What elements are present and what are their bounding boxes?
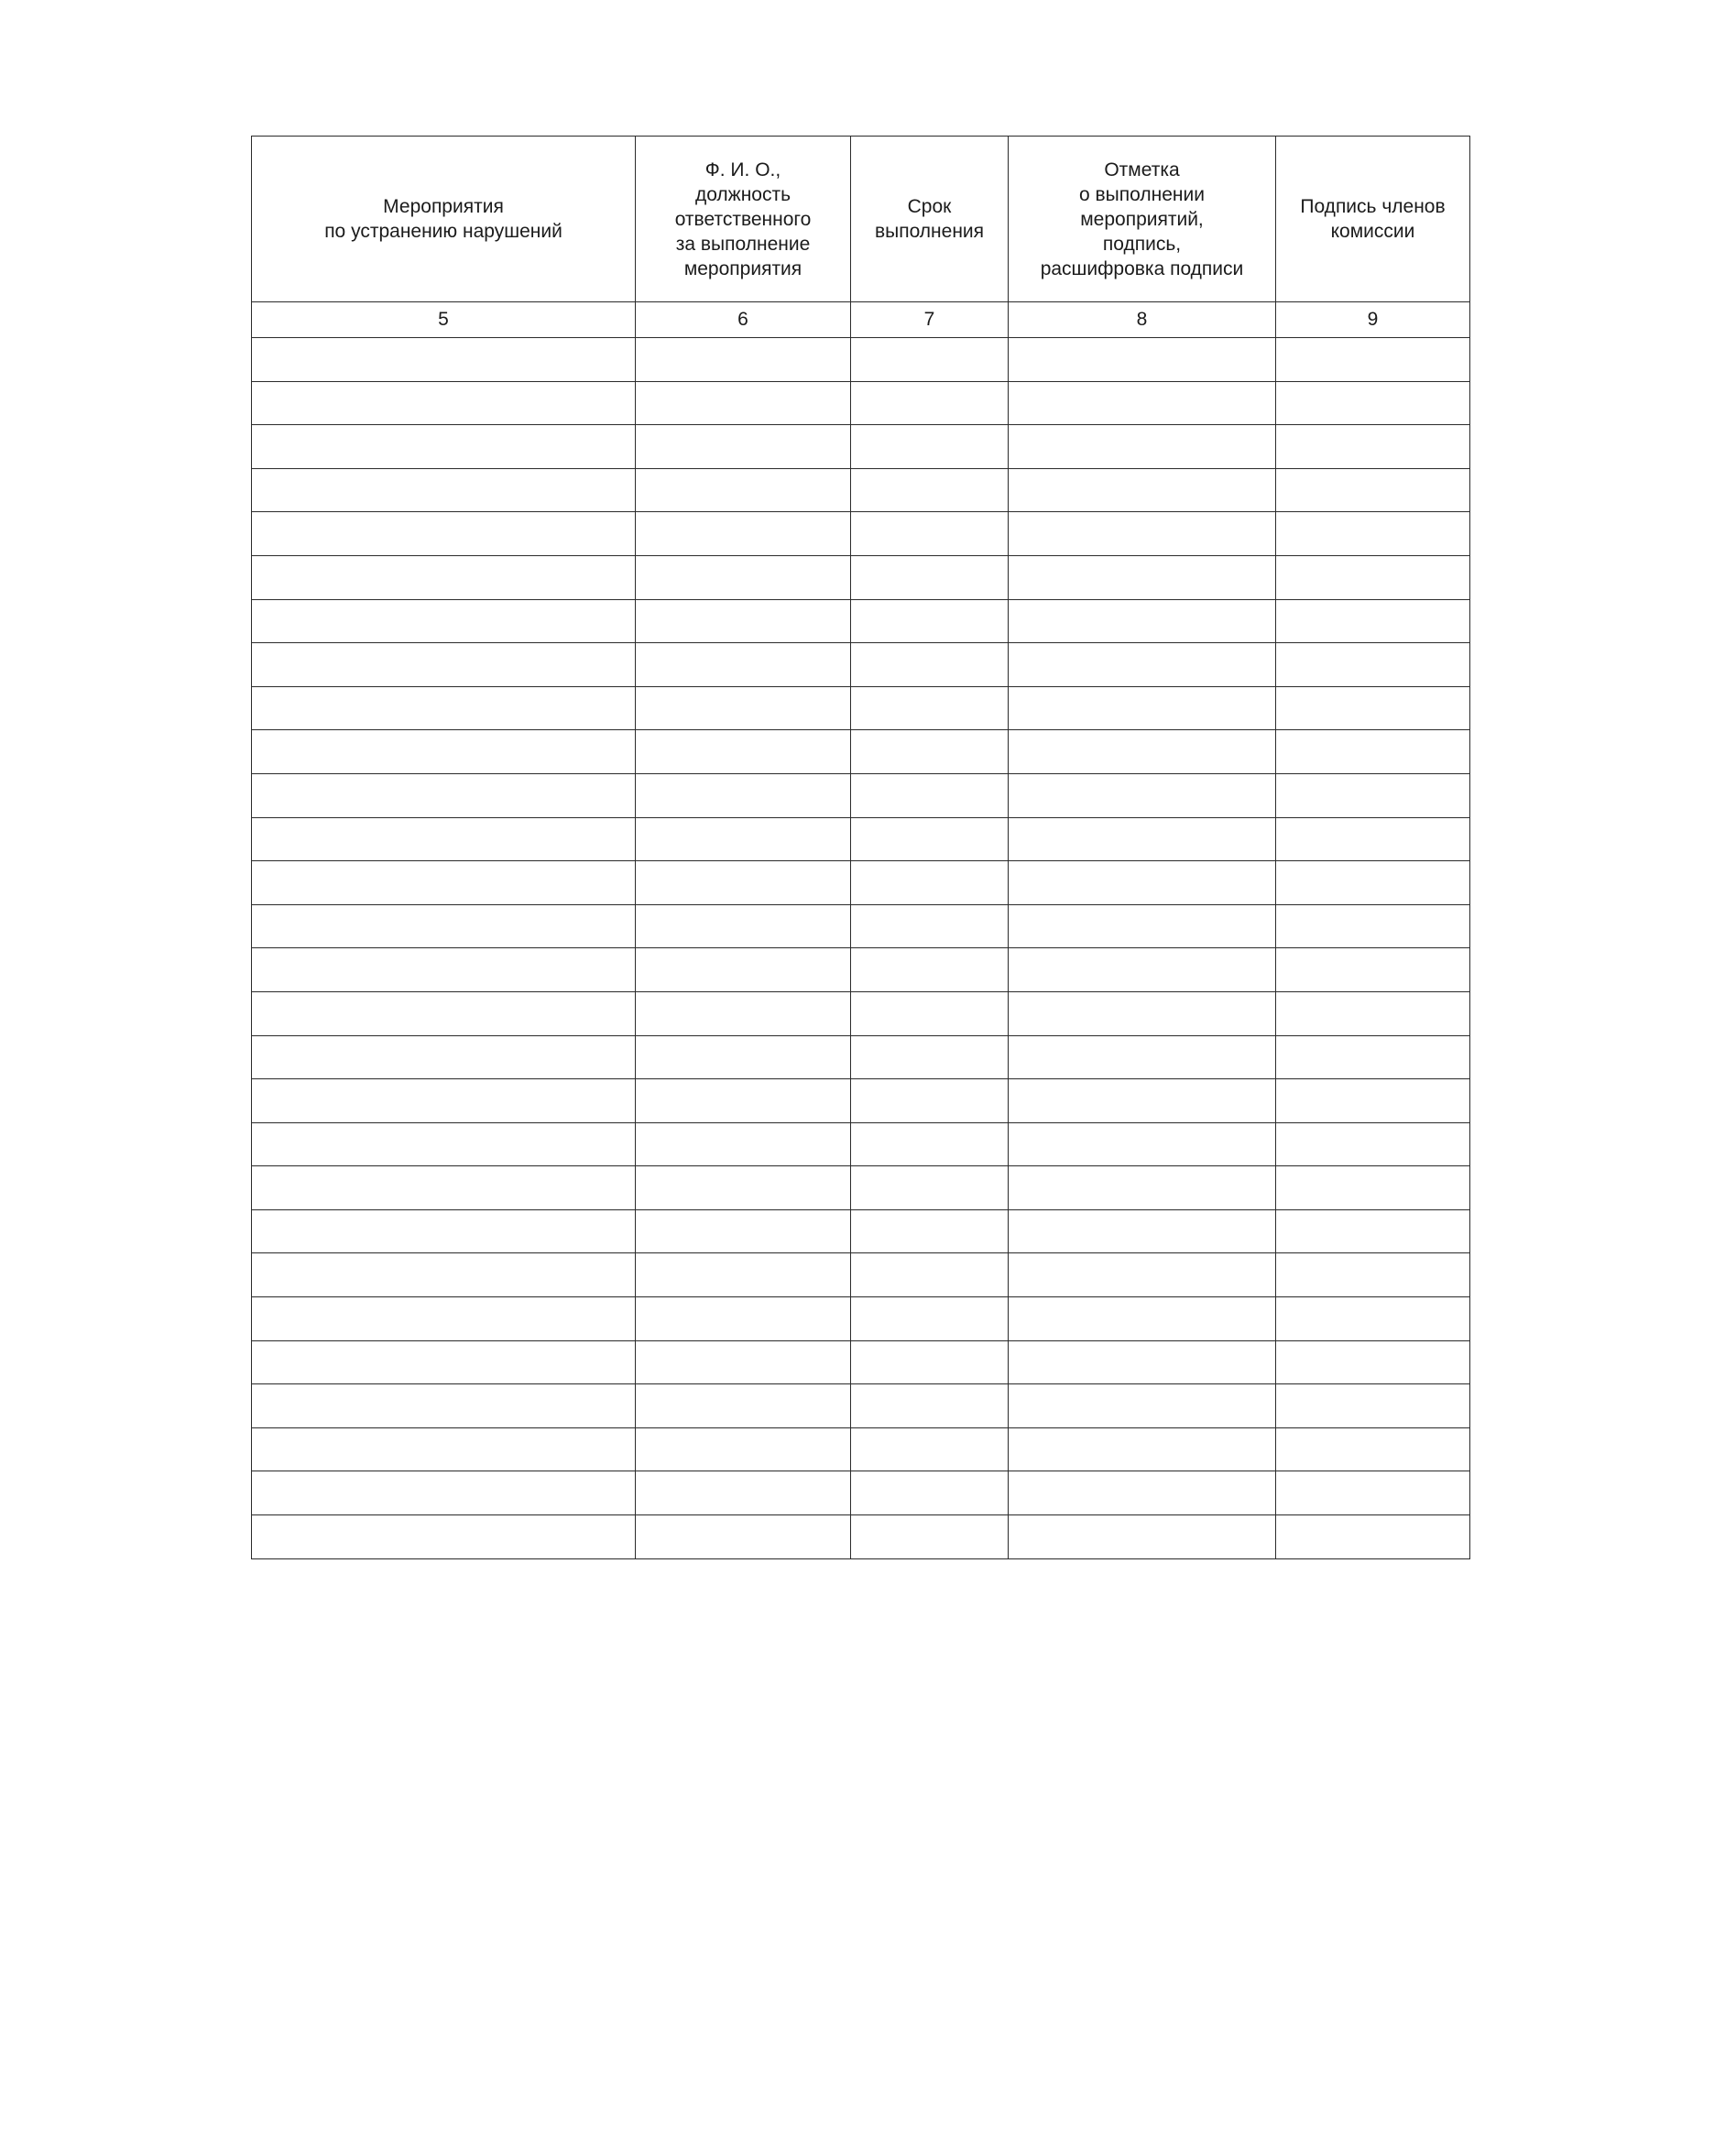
- table-row[interactable]: [252, 512, 1470, 556]
- table-row[interactable]: [252, 1471, 1470, 1515]
- table-cell[interactable]: [1276, 1035, 1470, 1079]
- column-header-responsible-line-2: должность: [694, 183, 792, 205]
- column-header-measures: [252, 137, 636, 302]
- column-header-responsible: [636, 137, 851, 302]
- table-cell[interactable]: [1276, 643, 1470, 687]
- table-row[interactable]: [252, 686, 1470, 730]
- table-cell[interactable]: [1009, 1166, 1276, 1210]
- table-header: [252, 137, 1470, 338]
- column-number-7: 7: [851, 302, 1009, 338]
- table-cell[interactable]: [636, 1340, 851, 1384]
- table-cell[interactable]: [851, 730, 1009, 774]
- table-cell[interactable]: [1276, 468, 1470, 512]
- table-cell[interactable]: [636, 468, 851, 512]
- table-cell[interactable]: [851, 991, 1009, 1035]
- table-cell[interactable]: [1009, 1253, 1276, 1297]
- table-cell[interactable]: [851, 1340, 1009, 1384]
- table-cell[interactable]: [252, 1384, 636, 1428]
- table-cell[interactable]: [252, 861, 636, 905]
- column-header-deadline-line-1: Срок: [907, 196, 952, 217]
- table-row[interactable]: [252, 555, 1470, 599]
- table-cell[interactable]: [252, 555, 636, 599]
- table-cell[interactable]: [1276, 555, 1470, 599]
- table-cell[interactable]: [1009, 555, 1276, 599]
- table-cell[interactable]: [252, 1253, 636, 1297]
- column-header-completion-mark-line-3: мероприятий,: [1080, 208, 1204, 230]
- table-cell[interactable]: [636, 861, 851, 905]
- table-cell[interactable]: [252, 425, 636, 469]
- column-header-deadline: [851, 137, 1009, 302]
- table-row[interactable]: [252, 1122, 1470, 1166]
- table-cell[interactable]: [252, 817, 636, 861]
- table-cell[interactable]: [636, 1209, 851, 1253]
- table-cell[interactable]: [1009, 991, 1276, 1035]
- table-cell[interactable]: [252, 991, 636, 1035]
- table-cell[interactable]: [851, 1471, 1009, 1515]
- table-cell[interactable]: [636, 381, 851, 425]
- table-row[interactable]: [252, 1515, 1470, 1559]
- table-cell[interactable]: [1276, 338, 1470, 382]
- table-cell[interactable]: [636, 1166, 851, 1210]
- table-cell[interactable]: [1276, 1384, 1470, 1428]
- table-row[interactable]: [252, 338, 1470, 382]
- column-header-commission-signature-line-2: комиссии: [1330, 221, 1415, 242]
- table-cell[interactable]: [1009, 643, 1276, 687]
- column-header-responsible-line-1: Ф. И. О.,: [704, 159, 781, 180]
- table-cell[interactable]: [252, 948, 636, 992]
- table-cell[interactable]: [636, 338, 851, 382]
- table-cell[interactable]: [636, 1384, 851, 1428]
- table-row[interactable]: [252, 773, 1470, 817]
- table-cell[interactable]: [252, 1166, 636, 1210]
- table-cell[interactable]: [851, 1035, 1009, 1079]
- table-cell[interactable]: [636, 991, 851, 1035]
- column-header-responsible-line-5: мероприятия: [683, 257, 802, 279]
- table-cell[interactable]: [1276, 1515, 1470, 1559]
- table-cell[interactable]: [1009, 773, 1276, 817]
- table-row[interactable]: [252, 1253, 1470, 1297]
- table-cell[interactable]: [252, 1427, 636, 1471]
- table-row[interactable]: [252, 904, 1470, 948]
- table-cell[interactable]: [252, 1122, 636, 1166]
- column-header-deadline-line-2: выполнения: [874, 221, 985, 242]
- table-cell[interactable]: [636, 1122, 851, 1166]
- table-cell[interactable]: [636, 643, 851, 687]
- table-cell[interactable]: [636, 730, 851, 774]
- table-cell[interactable]: [851, 948, 1009, 992]
- table-row[interactable]: [252, 643, 1470, 687]
- table-cell[interactable]: [1009, 1471, 1276, 1515]
- table-cell[interactable]: [851, 468, 1009, 512]
- table-cell[interactable]: [252, 599, 636, 643]
- table-cell[interactable]: [636, 817, 851, 861]
- table-cell[interactable]: [1009, 1079, 1276, 1123]
- table-cell[interactable]: [1276, 1253, 1470, 1297]
- table-cell[interactable]: [1009, 1515, 1276, 1559]
- table-cell[interactable]: [1276, 904, 1470, 948]
- table-row[interactable]: [252, 1297, 1470, 1341]
- table-cell[interactable]: [1009, 1035, 1276, 1079]
- violations-table: [251, 136, 1470, 1559]
- table-cell[interactable]: [851, 1209, 1009, 1253]
- table-cell[interactable]: [851, 1297, 1009, 1341]
- table-cell[interactable]: [1009, 1297, 1276, 1341]
- column-number-8: 8: [1009, 302, 1276, 338]
- table-row[interactable]: [252, 468, 1470, 512]
- table-cell[interactable]: [1276, 512, 1470, 556]
- table-cell[interactable]: [252, 1471, 636, 1515]
- table-cell[interactable]: [1009, 512, 1276, 556]
- table-cell[interactable]: [1009, 1209, 1276, 1253]
- column-number-9: 9: [1276, 302, 1470, 338]
- table-cell[interactable]: [636, 1471, 851, 1515]
- table-cell[interactable]: [636, 425, 851, 469]
- table-row[interactable]: [252, 991, 1470, 1035]
- table-cell[interactable]: [1009, 338, 1276, 382]
- table-cell[interactable]: [1009, 904, 1276, 948]
- table-cell[interactable]: [1009, 468, 1276, 512]
- table-cell[interactable]: [636, 1079, 851, 1123]
- column-header-completion-mark-line-2: о выполнении: [1079, 183, 1205, 205]
- table-cell[interactable]: [636, 904, 851, 948]
- table-cell[interactable]: [851, 381, 1009, 425]
- table-cell[interactable]: [851, 773, 1009, 817]
- table-header-row: [252, 137, 1470, 302]
- table-cell[interactable]: [636, 948, 851, 992]
- table-cell[interactable]: [851, 1166, 1009, 1210]
- table-cell[interactable]: [636, 686, 851, 730]
- table-cell[interactable]: [1009, 1427, 1276, 1471]
- table-cell[interactable]: [636, 773, 851, 817]
- table-cell[interactable]: [1276, 991, 1470, 1035]
- table-cell[interactable]: [1009, 1340, 1276, 1384]
- column-header-commission-signature-line-1: Подпись членов: [1300, 196, 1446, 217]
- table-cell[interactable]: [851, 1515, 1009, 1559]
- table-cell[interactable]: [252, 643, 636, 687]
- table-cell[interactable]: [1009, 1384, 1276, 1428]
- table-cell[interactable]: [851, 512, 1009, 556]
- table-cell[interactable]: [636, 1297, 851, 1341]
- table-row[interactable]: [252, 948, 1470, 992]
- table-body: [252, 338, 1470, 1559]
- column-header-measures-line-2: по устранению нарушений: [324, 221, 562, 242]
- table-cell[interactable]: [1276, 425, 1470, 469]
- table-cell[interactable]: [851, 599, 1009, 643]
- table-cell[interactable]: [1276, 1079, 1470, 1123]
- table-row[interactable]: [252, 1209, 1470, 1253]
- table-cell[interactable]: [851, 861, 1009, 905]
- table-cell[interactable]: [252, 904, 636, 948]
- table-cell[interactable]: [636, 1253, 851, 1297]
- table-cell[interactable]: [1276, 948, 1470, 992]
- column-header-completion-mark-line-4: подпись,: [1102, 233, 1182, 255]
- table-cell[interactable]: [636, 1035, 851, 1079]
- column-header-responsible-line-3: ответственного: [674, 208, 812, 230]
- table-cell[interactable]: [851, 686, 1009, 730]
- table-cell[interactable]: [1276, 1340, 1470, 1384]
- table-cell[interactable]: [1276, 599, 1470, 643]
- table-cell[interactable]: [851, 904, 1009, 948]
- table-cell[interactable]: [1276, 1122, 1470, 1166]
- table-cell[interactable]: [252, 686, 636, 730]
- table-cell[interactable]: [252, 512, 636, 556]
- table-cell[interactable]: [1009, 817, 1276, 861]
- column-header-responsible-line-4: за выполнение: [675, 233, 811, 255]
- table-cell[interactable]: [252, 730, 636, 774]
- table-cell[interactable]: [851, 338, 1009, 382]
- table-cell[interactable]: [636, 555, 851, 599]
- table-cell[interactable]: [851, 1427, 1009, 1471]
- table-cell[interactable]: [1276, 730, 1470, 774]
- column-number-row: [252, 302, 1470, 338]
- table-row[interactable]: [252, 1035, 1470, 1079]
- table-cell[interactable]: [851, 817, 1009, 861]
- table-row[interactable]: [252, 1340, 1470, 1384]
- table-row[interactable]: [252, 381, 1470, 425]
- table-row[interactable]: [252, 730, 1470, 774]
- table-cell[interactable]: [1276, 1427, 1470, 1471]
- table-row[interactable]: [252, 861, 1470, 905]
- table-cell[interactable]: [851, 555, 1009, 599]
- table-cell[interactable]: [252, 468, 636, 512]
- table-cell[interactable]: [1009, 381, 1276, 425]
- table-row[interactable]: [252, 1079, 1470, 1123]
- table-cell[interactable]: [1009, 686, 1276, 730]
- table-row[interactable]: [252, 599, 1470, 643]
- table-cell[interactable]: [1276, 1166, 1470, 1210]
- table-cell[interactable]: [1276, 817, 1470, 861]
- table-cell[interactable]: [851, 1253, 1009, 1297]
- table-cell[interactable]: [252, 1340, 636, 1384]
- table-cell[interactable]: [252, 381, 636, 425]
- table-cell[interactable]: [1009, 1122, 1276, 1166]
- column-header-completion-mark-line-5: расшифровка подписи: [1040, 257, 1244, 279]
- table-cell[interactable]: [636, 1515, 851, 1559]
- table-cell[interactable]: [252, 773, 636, 817]
- table-row[interactable]: [252, 1384, 1470, 1428]
- table-cell[interactable]: [252, 338, 636, 382]
- column-header-commission-signature: [1276, 137, 1470, 302]
- table-row[interactable]: [252, 1166, 1470, 1210]
- table-cell[interactable]: [1009, 861, 1276, 905]
- table-cell[interactable]: [1276, 381, 1470, 425]
- table-cell[interactable]: [851, 1384, 1009, 1428]
- form-sheet: [251, 136, 1469, 1559]
- table-cell[interactable]: [851, 643, 1009, 687]
- column-number-6: 6: [636, 302, 851, 338]
- table-cell[interactable]: [1009, 948, 1276, 992]
- table-cell[interactable]: [1009, 425, 1276, 469]
- table-cell[interactable]: [851, 1079, 1009, 1123]
- table-row[interactable]: [252, 1427, 1470, 1471]
- table-row[interactable]: [252, 425, 1470, 469]
- table-cell[interactable]: [252, 1079, 636, 1123]
- column-number-5: 5: [252, 302, 636, 338]
- column-header-completion-mark: [1009, 137, 1276, 302]
- table-cell[interactable]: [1276, 686, 1470, 730]
- table-cell[interactable]: [1276, 1471, 1470, 1515]
- table-cell[interactable]: [252, 1209, 636, 1253]
- table-cell[interactable]: [1276, 861, 1470, 905]
- table-cell[interactable]: [636, 1427, 851, 1471]
- table-cell[interactable]: [1276, 1209, 1470, 1253]
- table-cell[interactable]: [1009, 730, 1276, 774]
- table-cell[interactable]: [1276, 1297, 1470, 1341]
- table-cell[interactable]: [252, 1035, 636, 1079]
- table-cell[interactable]: [851, 1122, 1009, 1166]
- table-cell[interactable]: [636, 512, 851, 556]
- column-header-completion-mark-line-1: Отметка: [1104, 159, 1180, 180]
- table-cell[interactable]: [636, 599, 851, 643]
- table-cell[interactable]: [252, 1297, 636, 1341]
- table-row[interactable]: [252, 817, 1470, 861]
- table-cell[interactable]: [1276, 773, 1470, 817]
- column-header-measures-line-1: Мероприятия: [383, 196, 504, 217]
- table-cell[interactable]: [252, 1515, 636, 1559]
- table-cell[interactable]: [1009, 599, 1276, 643]
- table-cell[interactable]: [851, 425, 1009, 469]
